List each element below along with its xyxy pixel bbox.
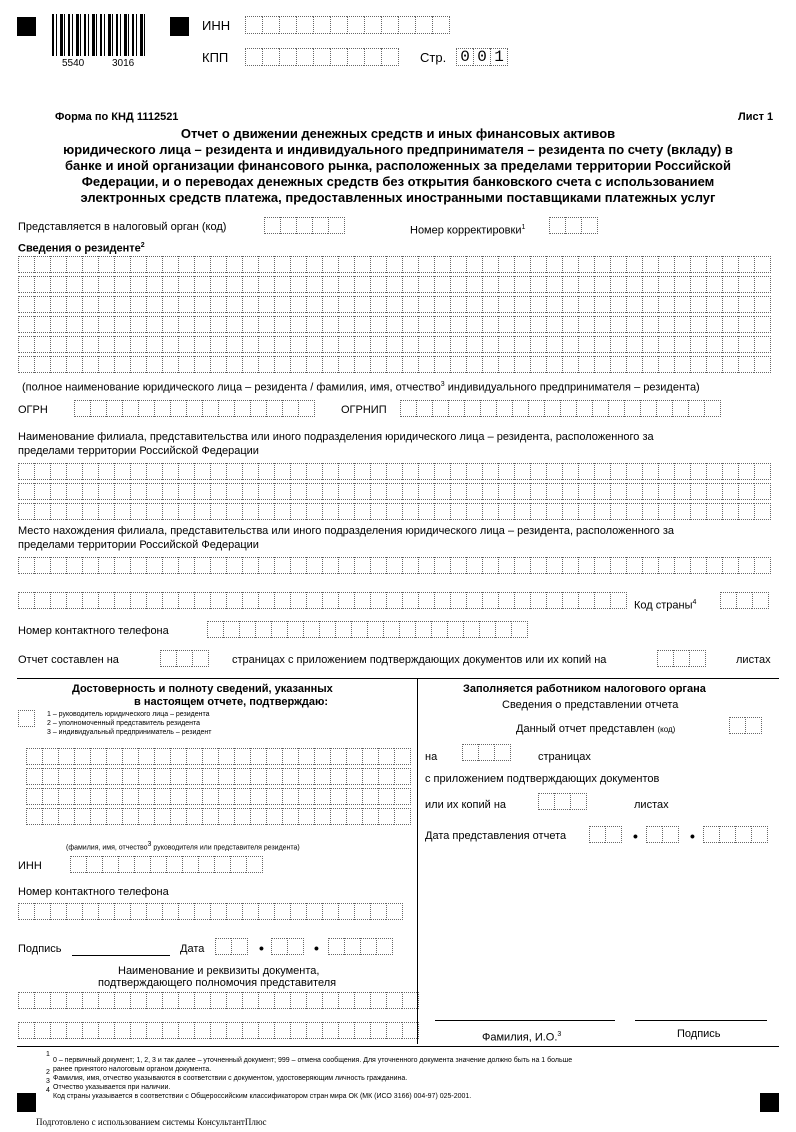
correction-cells[interactable] — [549, 217, 598, 234]
confirm-heading-1: Достоверность и полноту сведений, указанных — [72, 683, 333, 695]
page-digit-3: 1 — [490, 48, 508, 66]
footnote-1b: ранее принятого налоговым органом документа. — [53, 1066, 212, 1073]
submission-info-label: Сведения о представлении отчета — [502, 699, 679, 711]
footnote-divider — [17, 1046, 779, 1047]
inn-label: ИНН — [202, 18, 231, 33]
resident-name-row[interactable] — [18, 296, 771, 313]
barcode-number-right: 3016 — [112, 58, 135, 69]
inn-cells[interactable] — [245, 16, 450, 33]
form-title-line-3: банке и иной организации финансового рынка, расположенных за пределами территории Российской — [64, 158, 731, 173]
footnote-1a: 0 – первичный документ; 1, 2, 3 и так далее – уточненный документ; 999 – отмена сообщения. Для уточненного документа значение должно быть на 1 больше — [53, 1057, 573, 1064]
officer-sheets-cells[interactable] — [538, 793, 587, 810]
pages-label-b: страницах с приложением подтверждающих документов или их копий на — [232, 654, 607, 666]
tax-officer-heading: Заполняется работником налогового органа — [463, 683, 706, 695]
section-divider — [17, 678, 779, 679]
barcode — [52, 14, 148, 56]
doc-label-1: Наименование и реквизиты документа, — [118, 965, 320, 977]
ogrnip-label: ОГРНИП — [341, 404, 387, 416]
branch-name-label-1: Наименование филиала, представительства или иного подразделения юридического лица – резидента, расположенного за — [18, 431, 654, 443]
footnote-num-2: 2 — [46, 1069, 50, 1076]
resident-name-row[interactable] — [18, 336, 771, 353]
signer-type-cell[interactable] — [18, 710, 35, 727]
doc-label-2: подтверждающего полномочия представителя — [98, 977, 337, 989]
fio-caption: (фамилия, имя, отчество$^3$ руководителя или представителя резидента) — [66, 841, 300, 852]
signature-line[interactable] — [72, 955, 170, 956]
or-copies-label: или их копий на — [425, 799, 507, 811]
submission-year-cells[interactable] — [703, 826, 768, 843]
signer-inn-label: ИНН — [18, 860, 42, 872]
branch-location-label-1: Место нахождения филиала, представительства или иного подразделения юридического лица – резидента, расположенного за — [18, 525, 675, 537]
footnote-num-3: 3 — [46, 1078, 50, 1085]
column-divider — [417, 678, 418, 1044]
resident-name-row[interactable] — [18, 316, 771, 333]
phone-cells[interactable] — [207, 621, 528, 638]
officer-pages-label: страницах — [538, 751, 591, 763]
barcode-number-left: 5540 — [62, 58, 85, 69]
page-digit-1: 0 — [456, 48, 473, 66]
form-title-line-5: электронных средств платежа, предоставленных иностранными поставщиками платежных услуг — [80, 190, 716, 205]
date-dot-2: • — [314, 940, 319, 956]
branch-location-label-2: пределами территории Российской Федерации — [18, 539, 259, 551]
date-day-cells[interactable] — [215, 938, 248, 955]
footnote-4: Код страны указывается в соответствии с Общероссийским классификатором стран мира ОК (МК (ИСО 3166) 004-97) 025-2001. — [53, 1093, 472, 1100]
submission-month-cells[interactable] — [646, 826, 679, 843]
submission-day-cells[interactable] — [589, 826, 622, 843]
page-label: Стр. — [420, 50, 447, 65]
corner-marker-top-left — [17, 17, 36, 36]
branch-name-label-2: пределами территории Российской Федерации — [18, 445, 259, 457]
ogrnip-cells[interactable] — [400, 400, 721, 417]
sheet-number: Лист 1 — [738, 111, 774, 123]
country-code-label: Код страны$^4$ — [634, 599, 697, 612]
submitted-label: Данный отчет представлен (код) — [516, 723, 676, 735]
submission-dot-1: • — [633, 828, 638, 844]
submission-code-cell[interactable] — [729, 717, 762, 734]
kpp-label: КПП — [202, 50, 229, 65]
resident-name-row[interactable] — [18, 276, 771, 293]
branch-location-row[interactable] — [18, 592, 627, 609]
date-label: Дата — [180, 943, 205, 955]
officer-signature-line[interactable] — [635, 1020, 767, 1021]
officer-signature-label: Подпись — [677, 1028, 721, 1040]
resident-name-row[interactable] — [18, 256, 771, 273]
signer-fio-row[interactable] — [26, 808, 411, 825]
footnote-2: Фамилия, имя, отчество указываются в соответствии с документом, удостоверяющим личность гражданина. — [53, 1075, 408, 1082]
corner-marker-bottom-right — [760, 1093, 779, 1112]
date-year-cells[interactable] — [328, 938, 393, 955]
officer-name-line[interactable] — [435, 1020, 615, 1021]
ogrn-label: ОГРН — [18, 404, 48, 416]
signer-option-2: 2 – уполномоченный представитель резидента — [47, 720, 200, 727]
page-number-cells[interactable] — [456, 48, 508, 65]
corner-marker-top-mid — [170, 17, 189, 36]
form-title-line-1: Отчет о движении денежных средств и иных финансовых активов — [180, 126, 616, 141]
tax-authority-label: Представляется в налоговый орган (код) — [18, 221, 227, 233]
country-code-cells[interactable] — [720, 592, 769, 609]
submission-date-label: Дата представления отчета — [425, 830, 567, 842]
authority-document-row[interactable] — [18, 992, 419, 1009]
signer-fio-row[interactable] — [26, 748, 411, 765]
confirm-heading-2: в настоящем отчете, подтверждаю: — [134, 696, 329, 708]
signer-inn-cells[interactable] — [70, 856, 263, 873]
footnote-num-4: 4 — [46, 1087, 50, 1094]
officer-pages-cells[interactable] — [462, 744, 511, 761]
form-title-line-4: Федерации, и о переводах денежных средств без открытия банковского счета с использованием — [81, 174, 715, 189]
form-knd: Форма по КНД 1112521 — [55, 111, 179, 123]
page-digit-2: 0 — [473, 48, 490, 66]
correction-label: Номер корректировки$^1$ — [410, 224, 526, 237]
signer-phone-label: Номер контактного телефона — [18, 886, 169, 898]
signer-phone-cells[interactable] — [18, 903, 403, 920]
fullname-caption: (полное наименование юридического лица – резидента / фамилия, имя, отчество$^3$ индивидуального предпринимателя – резидента) — [22, 381, 700, 394]
resident-info-heading: Сведения о резиденте$^2$ — [18, 242, 145, 255]
branch-name-row[interactable] — [18, 463, 771, 480]
branch-name-row[interactable] — [18, 503, 771, 520]
authority-document-row[interactable] — [18, 1022, 419, 1039]
pages-cells[interactable] — [160, 650, 209, 667]
footnote-3: Отчество указывается при наличии. — [53, 1084, 171, 1091]
resident-name-row[interactable] — [18, 356, 771, 373]
signer-option-1: 1 – руководитель юридического лица – резидента — [47, 711, 210, 718]
corner-marker-bottom-left — [17, 1093, 36, 1112]
ogrn-cells[interactable] — [74, 400, 315, 417]
officer-sheets-label: листах — [634, 799, 669, 811]
officer-name-label: Фамилия, И.О.$^3$ — [482, 1031, 562, 1044]
branch-location-row[interactable] — [18, 557, 771, 574]
submission-dot-2: • — [690, 828, 695, 844]
kpp-cells[interactable] — [245, 48, 399, 65]
signature-label: Подпись — [18, 943, 62, 955]
pages-label-c: листах — [736, 654, 771, 666]
signer-fio-row[interactable] — [26, 788, 411, 805]
attachment-sheets-cells[interactable] — [657, 650, 706, 667]
date-dot-1: • — [259, 940, 264, 956]
signer-option-3: 3 – индивидуальный предприниматель – резидент — [47, 729, 212, 736]
phone-label: Номер контактного телефона — [18, 625, 169, 637]
branch-name-row[interactable] — [18, 483, 771, 500]
pages-label-a: Отчет составлен на — [18, 654, 119, 666]
prepared-with-note: Подготовлено с использованием системы КонсультантПлюс — [36, 1117, 267, 1127]
date-month-cells[interactable] — [271, 938, 304, 955]
on-label: на — [425, 751, 438, 763]
tax-authority-cells[interactable] — [264, 217, 345, 234]
footnote-num-1: 1 — [46, 1051, 50, 1058]
signer-fio-row[interactable] — [26, 768, 411, 785]
form-title-line-2: юридического лица – резидента и индивидуального предпринимателя – резидента по счету (вкладу) в — [63, 142, 733, 157]
with-docs-label: с приложением подтверждающих документов — [425, 773, 660, 785]
